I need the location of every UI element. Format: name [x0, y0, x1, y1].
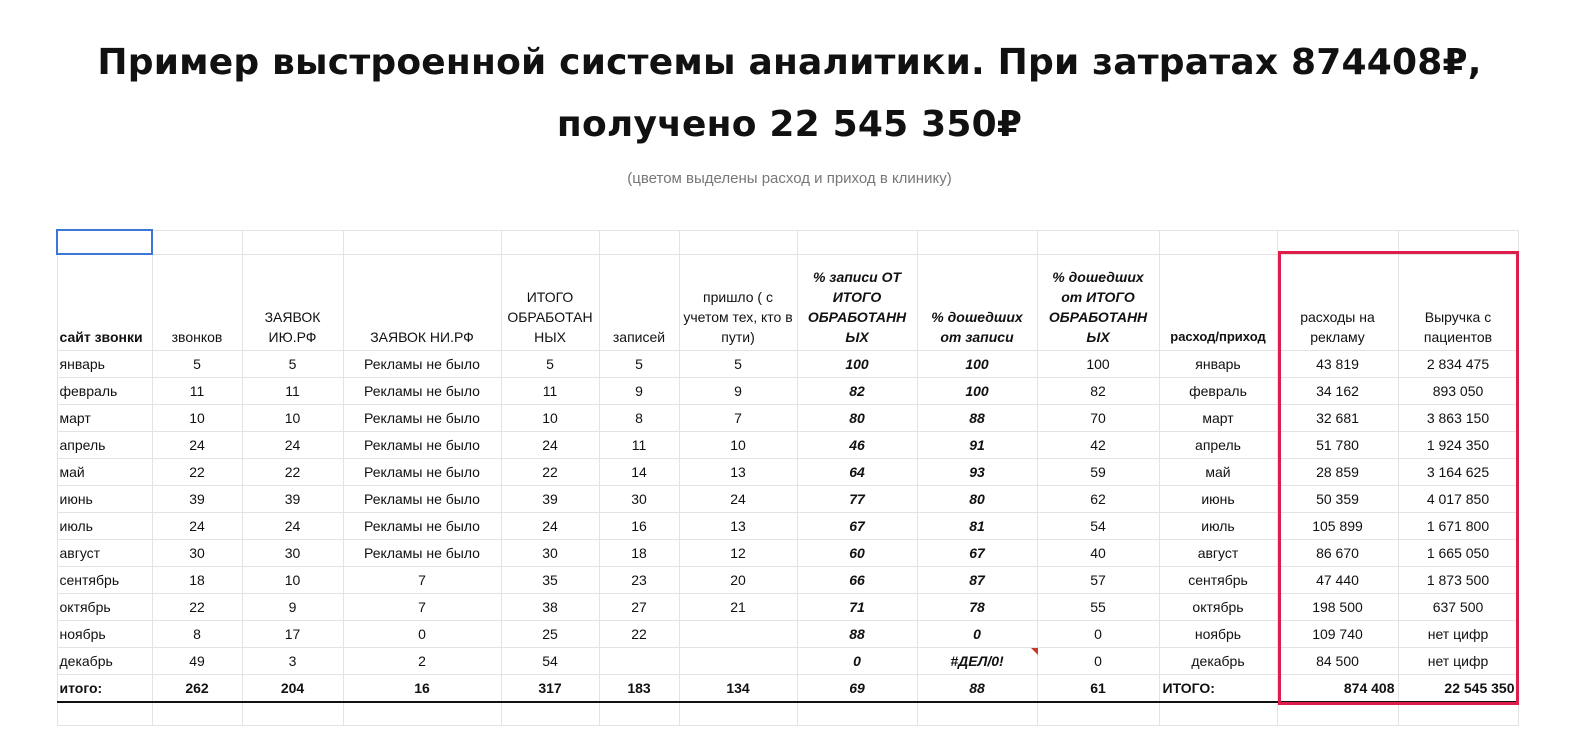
cell-pct-came-total[interactable]: 40	[1037, 540, 1159, 567]
cell-pct-records[interactable]: 100	[797, 351, 917, 378]
cell-records[interactable]: 11	[599, 432, 679, 459]
header-pct-came-total[interactable]: % дошедших от ИТОГО ОБРАБОТАНН ЫХ	[1037, 254, 1159, 351]
cell-pct-records[interactable]: 67	[797, 513, 917, 540]
cell-month2[interactable]: декабрь	[1159, 648, 1277, 675]
table-row	[57, 513, 1518, 540]
cell-revenue[interactable]: 2 834 475	[1398, 351, 1518, 378]
cell-pct-came-total[interactable]: 82	[1037, 378, 1159, 405]
cell-iyu[interactable]: 24	[242, 513, 343, 540]
cell-month[interactable]: июнь	[57, 486, 152, 513]
cell-total[interactable]: 11	[501, 378, 599, 405]
cell-records[interactable]: 16	[599, 513, 679, 540]
page-title-line2: получено 22 545 350₽	[556, 104, 1023, 145]
cell-month2[interactable]: ноябрь	[1159, 621, 1277, 648]
cell-ad-cost[interactable]: 43 819	[1277, 351, 1398, 378]
cell-pct-came-records[interactable]: 87	[917, 567, 1037, 594]
cell-iyu[interactable]: 22	[242, 459, 343, 486]
cell-total[interactable]: 39	[501, 486, 599, 513]
header-total-processed[interactable]: ИТОГО ОБРАБОТАН НЫХ	[501, 254, 599, 351]
cell-total[interactable]: 22	[501, 459, 599, 486]
cell-ni[interactable]: Рекламы не было	[343, 405, 501, 432]
cell-pct-records[interactable]: 80	[797, 405, 917, 432]
cell-revenue[interactable]: 1 924 350	[1398, 432, 1518, 459]
cell-month2[interactable]: январь	[1159, 351, 1277, 378]
bottom-blank-row	[57, 702, 1518, 726]
cell-month[interactable]: июль	[57, 513, 152, 540]
cell-pct-came-total[interactable]: 57	[1037, 567, 1159, 594]
table-row	[57, 351, 1518, 378]
cell-records[interactable]: 22	[599, 621, 679, 648]
cell-total[interactable]: 24	[501, 432, 599, 459]
cell-month2[interactable]: сентябрь	[1159, 567, 1277, 594]
header-site-calls[interactable]: сайт звонки	[57, 254, 152, 351]
total-records[interactable]: 183	[599, 675, 679, 703]
total-revenue[interactable]: 22 545 350	[1398, 675, 1518, 703]
cell-pct-came-total[interactable]: 100	[1037, 351, 1159, 378]
cell-ni[interactable]: Рекламы не было	[343, 432, 501, 459]
cell-month2[interactable]: май	[1159, 459, 1277, 486]
page-title-line1: Пример выстроенной системы аналитики. При затратах 874408₽,	[97, 42, 1482, 83]
cell-total[interactable]: 30	[501, 540, 599, 567]
cell-pct-records[interactable]: 60	[797, 540, 917, 567]
cell-calls[interactable]: 8	[152, 621, 242, 648]
table-row	[57, 378, 1518, 405]
cell-records[interactable]: 9	[599, 378, 679, 405]
cell-pct-came-records[interactable]: 0	[917, 621, 1037, 648]
cell-calls[interactable]: 11	[152, 378, 242, 405]
table-row	[57, 459, 1518, 486]
total-processed[interactable]: 317	[501, 675, 599, 703]
cell-ad-cost[interactable]: 34 162	[1277, 378, 1398, 405]
cell-pct-came-records[interactable]: 100	[917, 351, 1037, 378]
cell-revenue[interactable]: 893 050	[1398, 378, 1518, 405]
cell-iyu[interactable]: 17	[242, 621, 343, 648]
cell-came[interactable]: 7	[679, 405, 797, 432]
cell-revenue[interactable]: 1 671 800	[1398, 513, 1518, 540]
total-ni[interactable]: 16	[343, 675, 501, 703]
cell-revenue[interactable]: 3 863 150	[1398, 405, 1518, 432]
spreadsheet	[56, 229, 1519, 726]
totals-row	[57, 675, 1518, 703]
cell-month[interactable]: май	[57, 459, 152, 486]
cell-ni[interactable]: 7	[343, 594, 501, 621]
empty-cell[interactable]	[1398, 702, 1518, 726]
total-iyu[interactable]: 204	[242, 675, 343, 703]
cell-pct-came-records[interactable]: 93	[917, 459, 1037, 486]
cell-revenue[interactable]: нет цифр	[1398, 648, 1518, 675]
cell-pct-records[interactable]: 46	[797, 432, 917, 459]
cell-ni[interactable]: Рекламы не было	[343, 351, 501, 378]
cell-came[interactable]	[679, 621, 797, 648]
cell-pct-records[interactable]: 88	[797, 621, 917, 648]
table-row	[57, 432, 1518, 459]
cell-came[interactable]: 13	[679, 513, 797, 540]
cell-ni[interactable]: 7	[343, 567, 501, 594]
cell-pct-came-records[interactable]: 78	[917, 594, 1037, 621]
empty-cell[interactable]	[242, 702, 343, 726]
cell-pct-records[interactable]: 71	[797, 594, 917, 621]
cell-month2[interactable]: июль	[1159, 513, 1277, 540]
cell-ad-cost[interactable]: 50 359	[1277, 486, 1398, 513]
cell-records[interactable]: 23	[599, 567, 679, 594]
empty-cell[interactable]	[797, 702, 917, 726]
comment-indicator-icon	[1031, 648, 1038, 655]
cell-iyu[interactable]: 3	[242, 648, 343, 675]
total-pct-came-total[interactable]: 61	[1037, 675, 1159, 703]
cell-pct-came-records[interactable]: 67	[917, 540, 1037, 567]
cell-ni[interactable]: Рекламы не было	[343, 459, 501, 486]
table-row	[57, 405, 1518, 432]
cell-iyu[interactable]: 9	[242, 594, 343, 621]
cell-records[interactable]: 27	[599, 594, 679, 621]
cell-month[interactable]: октябрь	[57, 594, 152, 621]
cell-ad-cost[interactable]: 109 740	[1277, 621, 1398, 648]
empty-cell[interactable]	[1159, 702, 1277, 726]
header-ad-cost[interactable]: расходы на рекламу	[1277, 254, 1398, 351]
cell-calls[interactable]: 24	[152, 513, 242, 540]
cell-ni[interactable]: Рекламы не было	[343, 378, 501, 405]
table-row	[57, 540, 1518, 567]
cell-ad-cost[interactable]: 198 500	[1277, 594, 1398, 621]
cell-iyu[interactable]: 30	[242, 540, 343, 567]
cell-revenue[interactable]: 1 665 050	[1398, 540, 1518, 567]
cell-total[interactable]: 25	[501, 621, 599, 648]
cell-calls[interactable]: 10	[152, 405, 242, 432]
header-req-iyu[interactable]: ЗАЯВОК ИЮ.РФ	[242, 254, 343, 351]
cell-records[interactable]: 14	[599, 459, 679, 486]
cell-pct-came-records[interactable]: 91	[917, 432, 1037, 459]
cell-total[interactable]: 5	[501, 351, 599, 378]
cell-calls[interactable]: 24	[152, 432, 242, 459]
cell-pct-came-total[interactable]: 62	[1037, 486, 1159, 513]
cell-calls[interactable]: 30	[152, 540, 242, 567]
cell-pct-came-records[interactable]: #ДЕЛ/0!	[917, 648, 1037, 675]
cell-pct-came-total[interactable]: 0	[1037, 648, 1159, 675]
cell-pct-records[interactable]: 0	[797, 648, 917, 675]
cell-month[interactable]: апрель	[57, 432, 152, 459]
header-records[interactable]: записей	[599, 254, 679, 351]
cell-total[interactable]: 38	[501, 594, 599, 621]
header-calls[interactable]: звонков	[152, 254, 242, 351]
page-subtitle: (цветом выделены расход и приход в клинику)	[627, 170, 952, 187]
cell-month2[interactable]: октябрь	[1159, 594, 1277, 621]
cell-iyu[interactable]: 5	[242, 351, 343, 378]
cell-ni[interactable]: Рекламы не было	[343, 513, 501, 540]
cell-iyu[interactable]: 10	[242, 567, 343, 594]
selected-cell[interactable]	[57, 230, 152, 254]
table-row	[57, 648, 1518, 675]
cell-pct-came-total[interactable]: 54	[1037, 513, 1159, 540]
cell-ad-cost[interactable]: 28 859	[1277, 459, 1398, 486]
empty-cell[interactable]	[501, 702, 599, 726]
cell-total[interactable]: 24	[501, 513, 599, 540]
cell-ni[interactable]: 0	[343, 621, 501, 648]
empty-cell[interactable]	[57, 702, 152, 726]
total-label[interactable]: итого:	[57, 675, 152, 703]
cell-month[interactable]: сентябрь	[57, 567, 152, 594]
cell-ni[interactable]: Рекламы не было	[343, 486, 501, 513]
cell-iyu[interactable]: 39	[242, 486, 343, 513]
header-cost-income[interactable]: расход/приход	[1159, 254, 1277, 351]
empty-cell[interactable]	[152, 702, 242, 726]
cell-records[interactable]: 8	[599, 405, 679, 432]
header-row	[57, 254, 1518, 351]
header-revenue[interactable]: Выручка с пациентов	[1398, 254, 1518, 351]
cell-pct-came-total[interactable]: 59	[1037, 459, 1159, 486]
header-came[interactable]: пришло ( с учетом тех, кто в пути)	[679, 254, 797, 351]
cell-calls[interactable]: 39	[152, 486, 242, 513]
total-ad-cost[interactable]: 874 408	[1277, 675, 1398, 703]
cell-pct-came-total[interactable]: 0	[1037, 621, 1159, 648]
cell-came[interactable]: 13	[679, 459, 797, 486]
cell-iyu[interactable]: 10	[242, 405, 343, 432]
cell-month[interactable]: январь	[57, 351, 152, 378]
cell-pct-came-records[interactable]: 80	[917, 486, 1037, 513]
cell-total[interactable]: 10	[501, 405, 599, 432]
empty-cell[interactable]	[599, 702, 679, 726]
empty-cell[interactable]	[1277, 702, 1398, 726]
cell-records[interactable]: 18	[599, 540, 679, 567]
cell-pct-records[interactable]: 66	[797, 567, 917, 594]
cell-month[interactable]: март	[57, 405, 152, 432]
cell-records[interactable]: 30	[599, 486, 679, 513]
cell-calls[interactable]: 22	[152, 594, 242, 621]
cell-revenue[interactable]: 4 017 850	[1398, 486, 1518, 513]
cell-iyu[interactable]: 24	[242, 432, 343, 459]
cell-month[interactable]: декабрь	[57, 648, 152, 675]
cell-came[interactable]: 5	[679, 351, 797, 378]
cell-calls[interactable]: 22	[152, 459, 242, 486]
cell-revenue[interactable]: нет цифр	[1398, 621, 1518, 648]
cell-pct-records[interactable]: 77	[797, 486, 917, 513]
analytics-table	[56, 229, 1519, 726]
cell-calls[interactable]: 18	[152, 567, 242, 594]
cell-ad-cost[interactable]: 105 899	[1277, 513, 1398, 540]
cell-came[interactable]: 9	[679, 378, 797, 405]
cell-pct-records[interactable]: 64	[797, 459, 917, 486]
cell-revenue[interactable]: 3 164 625	[1398, 459, 1518, 486]
cell-pct-came-total[interactable]: 70	[1037, 405, 1159, 432]
cell-total[interactable]: 54	[501, 648, 599, 675]
table-row	[57, 594, 1518, 621]
cell-pct-records[interactable]: 82	[797, 378, 917, 405]
header-pct-came-records[interactable]: % дошедших от записи	[917, 254, 1037, 351]
cell-month2[interactable]: апрель	[1159, 432, 1277, 459]
cell-came[interactable]: 12	[679, 540, 797, 567]
empty-cell[interactable]	[343, 702, 501, 726]
cell-came[interactable]: 21	[679, 594, 797, 621]
cell-total[interactable]: 35	[501, 567, 599, 594]
cell-ad-cost[interactable]: 32 681	[1277, 405, 1398, 432]
header-pct-records[interactable]: % записи ОТ ИТОГО ОБРАБОТАНН ЫХ	[797, 254, 917, 351]
cell-month[interactable]: август	[57, 540, 152, 567]
empty-cell[interactable]	[1037, 702, 1159, 726]
total-pct-records[interactable]: 69	[797, 675, 917, 703]
cell-records[interactable]: 5	[599, 351, 679, 378]
cell-pct-came-total[interactable]: 55	[1037, 594, 1159, 621]
cell-pct-came-total[interactable]: 42	[1037, 432, 1159, 459]
cell-month2[interactable]: февраль	[1159, 378, 1277, 405]
cell-came[interactable]: 10	[679, 432, 797, 459]
cell-revenue[interactable]: 637 500	[1398, 594, 1518, 621]
total-came[interactable]: 134	[679, 675, 797, 703]
cell-came[interactable]	[679, 648, 797, 675]
cell-iyu[interactable]: 11	[242, 378, 343, 405]
total-pct-came-records[interactable]: 88	[917, 675, 1037, 703]
total-label2[interactable]: ИТОГО:	[1159, 675, 1277, 703]
cell-ad-cost[interactable]: 47 440	[1277, 567, 1398, 594]
cell-ad-cost[interactable]: 84 500	[1277, 648, 1398, 675]
empty-cell[interactable]	[917, 702, 1037, 726]
cell-came[interactable]: 24	[679, 486, 797, 513]
cell-pct-came-records[interactable]: 100	[917, 378, 1037, 405]
table-row	[57, 486, 1518, 513]
header-req-ni[interactable]: ЗАЯВОК НИ.РФ	[343, 254, 501, 351]
cell-month[interactable]: февраль	[57, 378, 152, 405]
cell-ni[interactable]: 2	[343, 648, 501, 675]
cell-month2[interactable]: август	[1159, 540, 1277, 567]
cell-ni[interactable]: Рекламы не было	[343, 540, 501, 567]
table-row	[57, 621, 1518, 648]
total-calls[interactable]: 262	[152, 675, 242, 703]
cell-month2[interactable]: июнь	[1159, 486, 1277, 513]
cell-month2[interactable]: март	[1159, 405, 1277, 432]
cell-records[interactable]	[599, 648, 679, 675]
cell-month[interactable]: ноябрь	[57, 621, 152, 648]
cell-revenue[interactable]: 1 873 500	[1398, 567, 1518, 594]
cell-came[interactable]: 20	[679, 567, 797, 594]
cell-calls[interactable]: 49	[152, 648, 242, 675]
empty-cell[interactable]	[679, 702, 797, 726]
table-row	[57, 567, 1518, 594]
top-blank-row	[57, 230, 1518, 254]
cell-ad-cost[interactable]: 86 670	[1277, 540, 1398, 567]
cell-pct-came-records[interactable]: 81	[917, 513, 1037, 540]
cell-pct-came-records[interactable]: 88	[917, 405, 1037, 432]
cell-ad-cost[interactable]: 51 780	[1277, 432, 1398, 459]
cell-calls[interactable]: 5	[152, 351, 242, 378]
